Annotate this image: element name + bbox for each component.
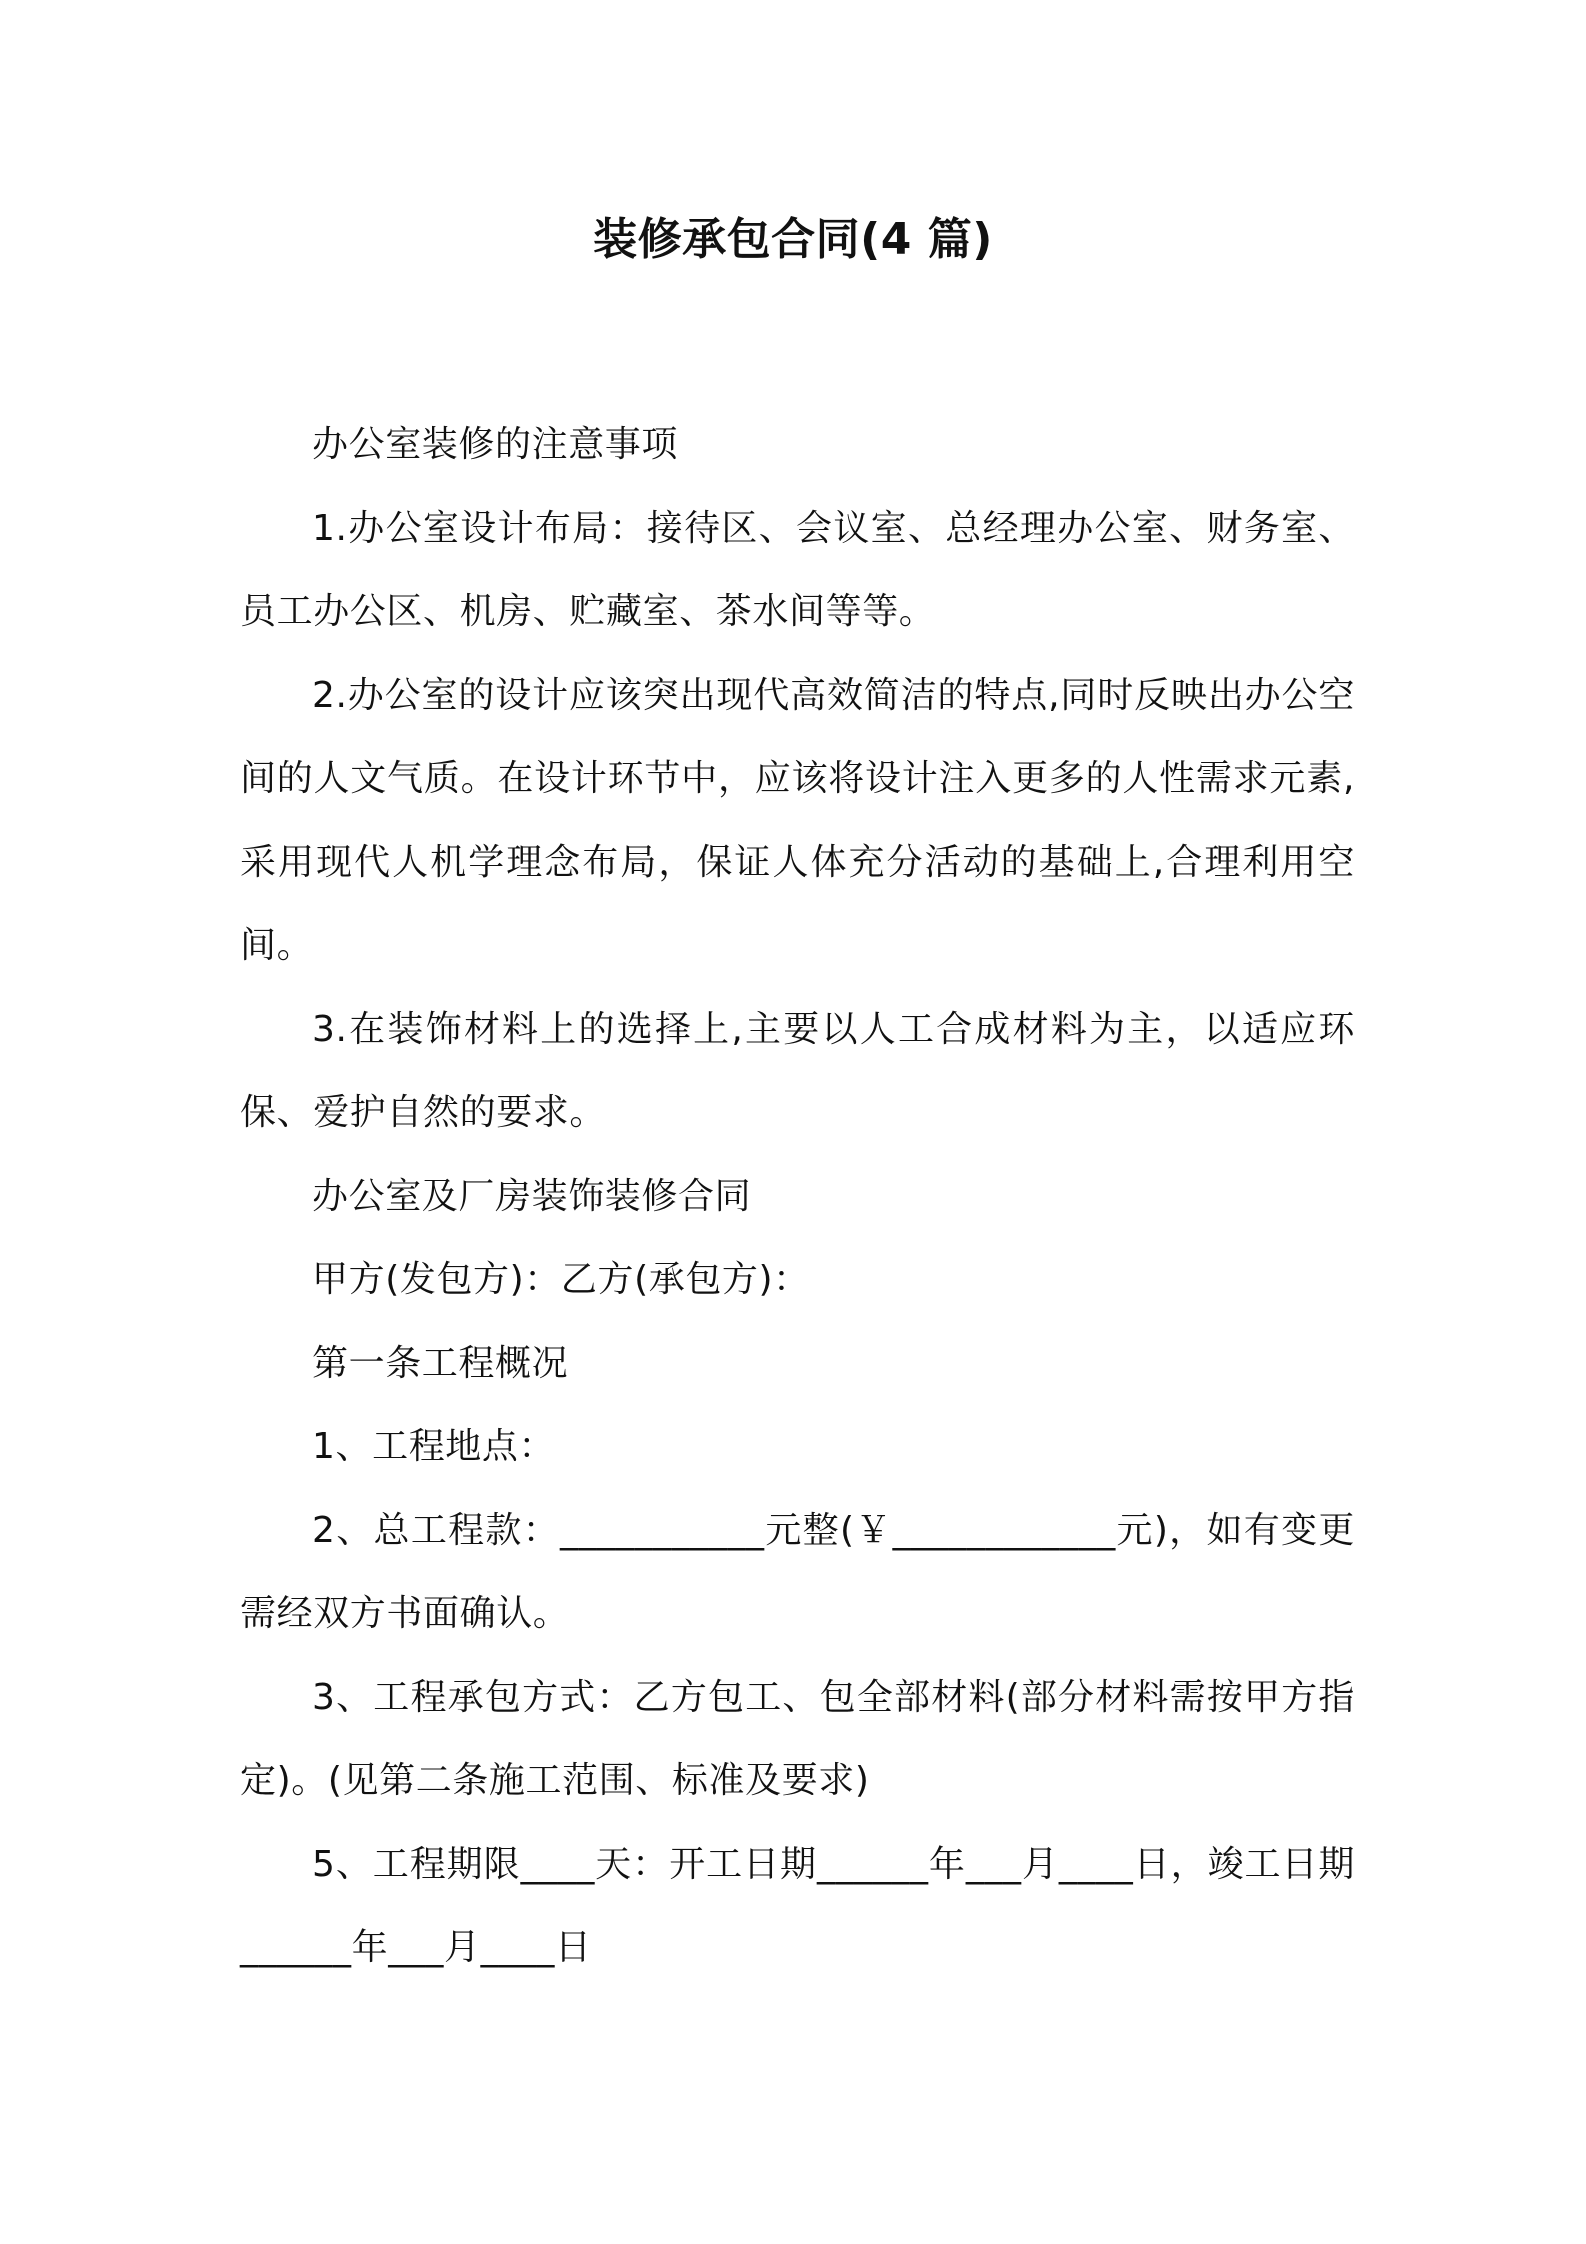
paragraph-notes-heading: 办公室装修的注意事项 [312,424,679,465]
document-title: 装修承包合同(4 篇) [593,214,993,265]
paragraph-article-one: 第一条工程概况 [312,1342,569,1384]
paragraph-design: 2.办公室的设计应该突出现代高效简洁的特点,同时反映出办公空间的人文气质。在设计环节中，应该将设计注入更多的人性需求元素,采用现代人机学理念布局，保证人体充分活动的基础上,合理利用空间。 [240,674,1355,966]
paragraph-contract-method: 3、工程承包方式：乙方包工、包全部材料(部分材料需按甲方指定)。(见第二条施工范围、标准及要求) [240,1676,1355,1801]
paragraph-schedule: 5、工程期限____天：开工日期______年___月____日，竣工日期______年___月____日 [240,1843,1355,1968]
paragraph-parties: 甲方(发包方)：乙方(承包方)： [312,1259,810,1300]
paragraph-materials: 3.在装饰材料上的选择上,主要以人工合成材料为主，以适应环保、爱护自然的要求。 [240,1008,1355,1133]
document-body [240,403,1355,1990]
paragraph-contract-heading: 办公室及厂房装饰装修合同 [312,1175,752,1217]
paragraph-total-price: 2、总工程款：___________元整(￥____________元)，如有变更需经双方书面确认。 [240,1509,1355,1634]
paragraph-location: 1、工程地点： [312,1426,556,1467]
paragraph-layout: 1.办公室设计布局：接待区、会议室、总经理办公室、财务室、员工办公区、机房、贮藏室、茶水间等等。 [240,507,1355,632]
